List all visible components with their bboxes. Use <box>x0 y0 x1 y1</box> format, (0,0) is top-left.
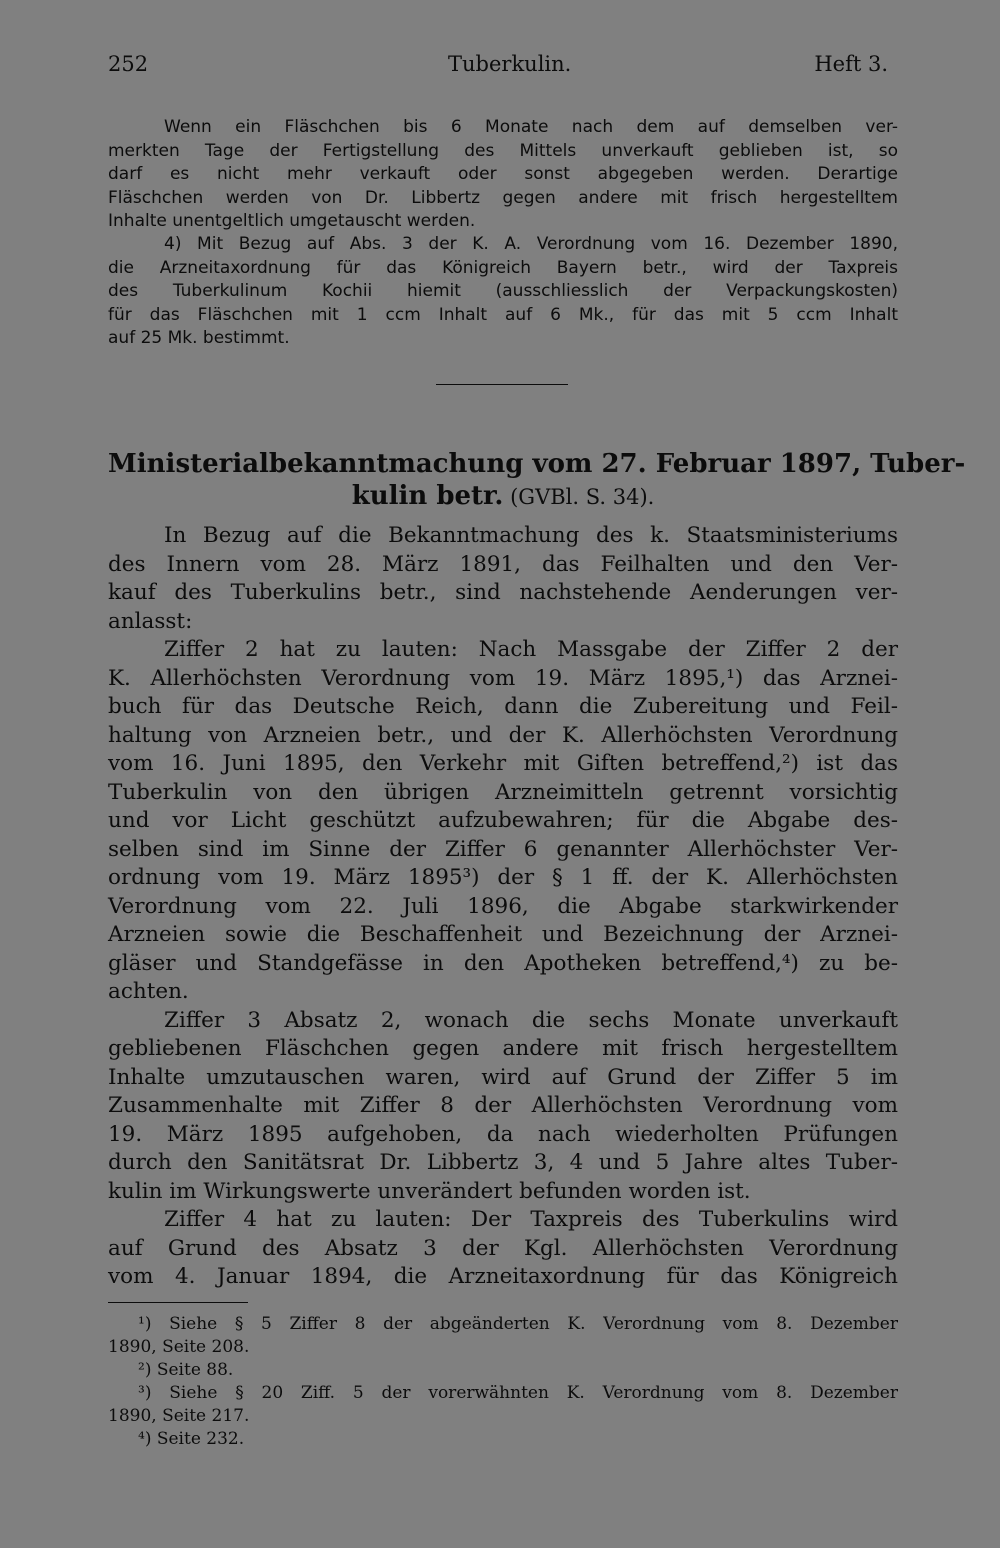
text-line: des Tuberkulinum Kochii hiemit (ausschliesslich der Verpackungskosten) <box>108 281 898 301</box>
text-line: gebliebenen Fläschchen gegen andere mit frisch hergestelltem <box>108 1036 898 1061</box>
text-line: 19. März 1895 aufgehoben, da nach wiederholten Prüfungen <box>108 1121 898 1147</box>
heading-line-1: Ministerialbekanntmachung vom 27. Februar 1897, Tuber- <box>108 449 966 479</box>
text-line: 4) Mit Bezug auf Abs. 3 der K. A. Verordnung vom 16. Dezember 1890, <box>164 234 898 254</box>
heading-line-2 <box>108 480 898 513</box>
footnotes <box>108 1313 898 1451</box>
text-line: und vor Licht geschützt aufzubewahren; für die Abgabe des- <box>108 808 898 833</box>
text-line: Verordnung vom 22. Juli 1896, die Abgabe starkwirkender <box>108 893 898 919</box>
text-line: kauf des Tuberkulins betr., sind nachstehende Aenderungen ver- <box>108 580 898 605</box>
text-line: achten. <box>108 979 189 1004</box>
text-line: buch für das Deutsche Reich, dann die Zubereitung und Feil- <box>108 694 898 719</box>
text-line: Inhalte umzutauschen waren, wird auf Grund der Ziffer 5 im <box>108 1064 898 1090</box>
section-heading <box>108 448 966 513</box>
item-4-paragraph <box>108 233 898 351</box>
issue-label: Heft 3. <box>814 52 888 76</box>
running-header <box>108 52 898 86</box>
text-line: Zusammenhalte mit Ziffer 8 der Allerhöchsten Verordnung vom <box>108 1093 898 1118</box>
text-line: durch den Sanitätsrat Dr. Libbertz 3, 4 und 5 Jahre altes Tuber- <box>108 1150 898 1175</box>
page-number: 252 <box>108 52 149 76</box>
text-line: auf 25 Mk. bestimmt. <box>108 328 290 348</box>
text-line: des Innern vom 28. März 1891, das Feilhalten und den Ver- <box>108 551 898 577</box>
text-line: die Arzneitaxordnung für das Königreich Bayern betr., wird der Taxpreis <box>108 257 898 278</box>
footnote-line: ¹) Siehe § 5 Ziffer 8 der abgeänderten K. Verordnung vom 8. Dezember <box>138 1314 898 1334</box>
heading-reference: (GVBl. S. 34). <box>503 485 655 509</box>
text-line: vom 4. Januar 1894, die Arzneitaxordnung für das Königreich <box>108 1264 898 1289</box>
text-line: K. Allerhöchsten Verordnung vom 19. März 1895,¹) das Arznei- <box>108 665 898 691</box>
running-title: Tuberkulin. <box>448 52 572 76</box>
text-line: Fläschchen werden von Dr. Libbertz gegen andere mit frisch hergestelltem <box>108 187 898 208</box>
footnote-line: 1890, Seite 217. <box>108 1406 250 1426</box>
footnote-rule <box>108 1302 248 1303</box>
footnote-line: ³) Siehe § 20 Ziff. 5 der vorerwähnten K. Verordnung vom 8. Dezember <box>138 1383 898 1403</box>
text-line: darf es nicht mehr verkauft oder sonst abgegeben werden. Derartige <box>108 164 898 184</box>
text-line: haltung von Arzneien betr., und der K. Allerhöchsten Verordnung <box>108 722 898 748</box>
text-line: Tuberkulin von den übrigen Arzneimitteln getrennt vorsichtig <box>108 779 898 805</box>
body-text <box>108 522 898 1292</box>
text-line: anlasst: <box>108 608 193 634</box>
text-line: Ziffer 4 hat zu lauten: Der Taxpreis des Tuberkulins wird <box>164 1207 898 1232</box>
heading-subject: kulin betr. <box>351 481 504 511</box>
text-line: auf Grund des Absatz 3 der Kgl. Allerhöchsten Verordnung <box>108 1235 898 1261</box>
footnote-line: ²) Seite 88. <box>138 1360 234 1380</box>
text-line: Wenn ein Fläschchen bis 6 Monate nach dem auf demselben ver- <box>164 117 898 137</box>
text-line: gläser und Standgefässe in den Apotheken betreffend,⁴) zu be- <box>108 950 898 976</box>
footnote-line: ⁴) Seite 232. <box>138 1429 245 1449</box>
text-line: Ziffer 2 hat zu lauten: Nach Massgabe der Ziffer 2 der <box>164 637 898 662</box>
text-line: merkten Tage der Fertigstellung des Mittels unverkauft geblieben ist, so <box>108 140 898 161</box>
top-paragraph <box>108 116 898 234</box>
text-line: Ziffer 3 Absatz 2, wonach die sechs Monate unverkauft <box>164 1007 898 1033</box>
section-divider <box>436 384 568 385</box>
text-line: vom 16. Juni 1895, den Verkehr mit Giften betreffend,²) ist das <box>108 751 898 776</box>
text-line: Inhalte unentgeltlich umgetauscht werden. <box>108 211 476 231</box>
text-line: für das Fläschchen mit 1 ccm Inhalt auf 6 Mk., für das mit 5 ccm Inhalt <box>108 304 898 325</box>
text-line: Arzneien sowie die Beschaffenheit und Bezeichnung der Arznei- <box>108 922 898 947</box>
text-line: selben sind im Sinne der Ziffer 6 genannter Allerhöchster Ver- <box>108 836 898 862</box>
text-line: ordnung vom 19. März 1895³) der § 1 ff. der K. Allerhöchsten <box>108 865 898 890</box>
text-line: In Bezug auf die Bekanntmachung des k. Staatsministeriums <box>164 523 898 548</box>
footnote-line: 1890, Seite 208. <box>108 1337 250 1357</box>
text-line: kulin im Wirkungswerte unverändert befunden worden ist. <box>108 1178 751 1204</box>
